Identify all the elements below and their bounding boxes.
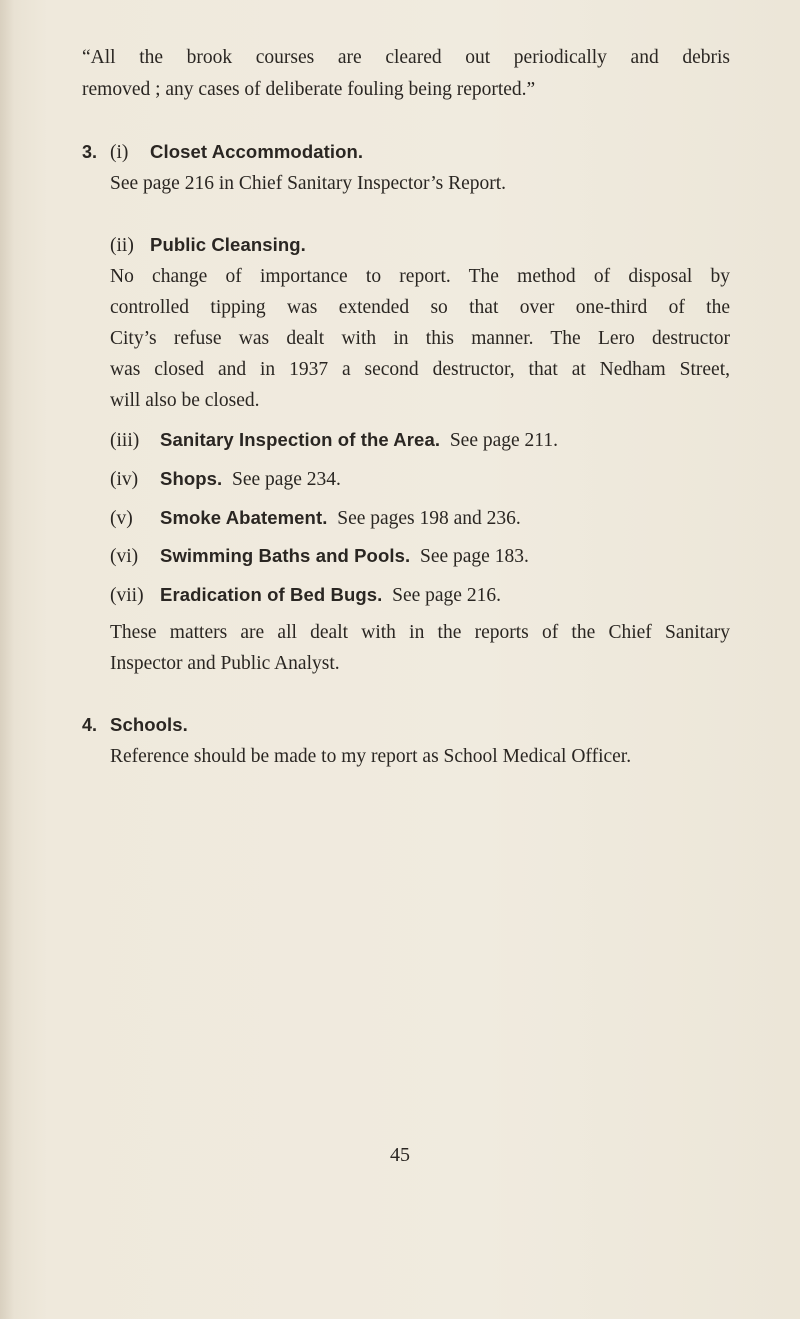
item-i-roman: (i) [110,142,129,163]
item-ii-line-5: will also be closed. [110,390,260,411]
item-ii-roman: (ii) [110,235,134,256]
section-4-text: Reference should be made to my report as School Medical Officer. [110,746,632,767]
closing-line-2: Inspector and Public Analyst. [110,653,340,674]
item-i-heading: Closet Accommodation. [150,141,364,162]
item-iv-row [110,466,341,493]
item-v-heading: Smoke Abatement. [160,507,328,528]
item-iii-row [110,427,558,454]
closing-line-1: These matters are all dealt with in the reports of the Chief Sanitary [110,622,730,643]
item-ii-line-3: City’s refuse was dealt with in this manner. The Lero destructor [110,328,730,349]
item-iv-roman: (iv) [110,469,139,490]
item-vi-row [110,543,529,570]
item-ii-line-2: controlled tipping was extended so that over one-third of the [110,297,730,318]
page-number: 45 [390,1144,410,1166]
item-ii-line-1: No change of importance to report. The method of disposal by [110,266,730,287]
quote-line-1: “All the brook courses are cleared out periodically and debris [82,47,730,68]
section-4-heading-row [82,712,188,739]
item-iii-roman: (iii) [110,430,140,451]
item-ii-line-4: was closed and in 1937 a second destructor, that at Nedham Street, [110,359,730,380]
item-vii-row [110,582,501,609]
item-vi-roman: (vi) [110,546,139,567]
item-vi-text: See page 183. [419,546,529,567]
item-vii-roman: (vii) [110,585,144,606]
section-3-number: 3. [82,142,98,162]
section-4-heading: Schools. [110,714,188,735]
item-iii-heading: Sanitary Inspection of the Area. [160,429,441,450]
item-v-row [110,505,521,532]
section-3-heading-row [82,139,363,166]
item-vii-text: See page 216. [392,585,501,606]
section-4-number: 4. [82,715,98,735]
item-v-text: See pages 198 and 236. [337,508,521,529]
item-ii-heading: Public Cleansing. [150,234,306,255]
item-iii-text: See page 211. [449,430,558,451]
item-v-roman: (v) [110,508,133,529]
item-ii-heading-row [110,232,306,259]
item-vii-heading: Eradication of Bed Bugs. [160,584,383,605]
item-iv-heading: Shops. [160,468,223,489]
item-iv-text: See page 234. [232,469,341,490]
item-vi-heading: Swimming Baths and Pools. [160,545,411,566]
item-i-text: See page 216 in Chief Sanitary Inspector’s Report. [110,173,507,194]
quote-line-2: removed ; any cases of deliberate fouling being reported.” [82,79,536,100]
